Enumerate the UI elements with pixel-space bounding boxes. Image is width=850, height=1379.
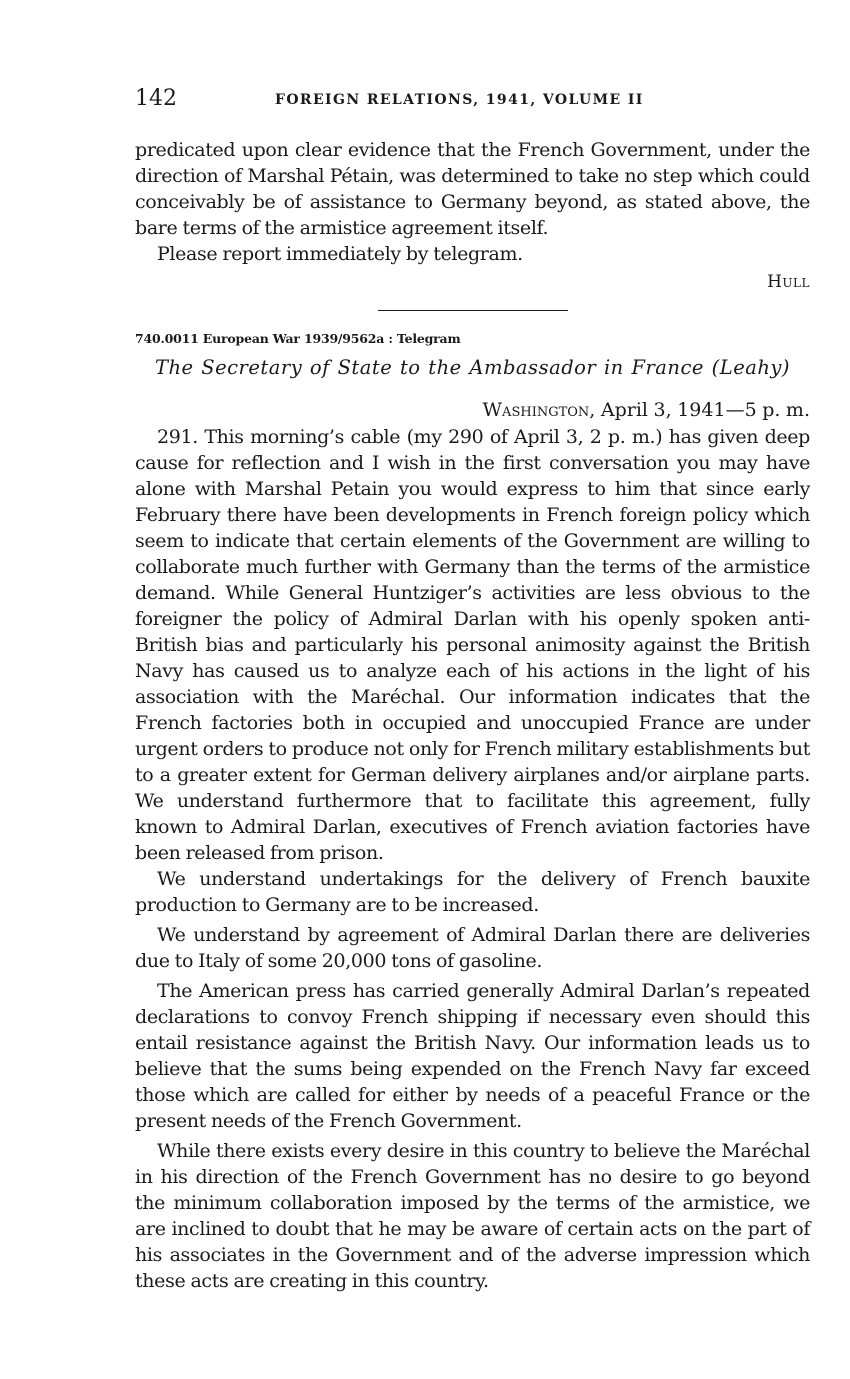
telegram-paragraph: We understand by agreement of Admiral Darlan there are deliveries due to Italy of some 20,000 tons of gasoline. <box>135 924 810 972</box>
page-body <box>135 137 810 1294</box>
report-request: Please report immediately by telegram. <box>157 243 523 265</box>
continued-paragraph: predicated upon clear evidence that the French Government, under the direction of Marshal Pétain, was determined to take no step which could conceivably be of assistance to Germany beyond, as stated above, the bare terms of the armistice agreement itself. <box>135 139 810 239</box>
page-header <box>135 86 810 116</box>
telegram-paragraph: 291. This morning’s cable (my 290 of April 3, 2 p. m.) has given deep cause for reflection and I wish in the first conversation you may have alone with Marshal Petain you would express to him that since early February there have been developments in French foreign policy which seem to indicate that certain elements of the Government are willing to collaborate much further with Germany than the terms of the armistice demand. While General Huntziger’s activities are less obvious to the foreigner the policy of Admiral Darlan with his openly spoken anti-British bias and particularly his personal animosity against the British Navy has caused us to analyze each of his actions in the light of his association with the Maréchal. Our information indicates that the French factories both in occupied and unoccupied France are under urgent orders to produce not only for French military establishments but to a greater extent for German delivery airplanes and/or airplane parts. We understand furthermore that to facilitate this agreement, fully known to Admiral Darlan, executives of French aviation factories have been released from prison. <box>135 426 810 864</box>
running-head: FOREIGN RELATIONS, 1941, VOLUME II <box>275 92 644 108</box>
dateline <box>135 396 810 424</box>
signature-hull: Hull <box>767 272 810 292</box>
file-reference: 740.0011 European War 1939/9562a : Telegram <box>135 331 461 346</box>
dateline-place: Washington, <box>482 399 596 421</box>
document-heading: The Secretary of State to the Ambassador in France (Leahy) <box>154 356 791 379</box>
dateline-time: April 3, 1941—5 p. m. <box>595 399 810 421</box>
telegram-paragraph: We understand undertakings for the delivery of French bauxite production to Germany are to be increased. <box>135 868 810 916</box>
telegram-paragraph: While there exists every desire in this country to believe the Maréchal in his direction of the French Government has no desire to go beyond the minimum collaboration imposed by the terms of the armistice, we are inclined to doubt that he may be aware of certain acts on the part of his associates in the Government and of the adverse impression which these acts are creating in this country. <box>135 1140 810 1292</box>
section-divider <box>378 310 568 311</box>
page-number: 142 <box>135 86 177 111</box>
telegram-paragraph: The American press has carried generally Admiral Darlan’s repeated declarations to convoy French shipping if necessary even should this entail resistance against the British Navy. Our information leads us to believe that the sums being expended on the French Navy far exceed those which are called for either by needs of a peaceful France or the present needs of the French Government. <box>135 980 810 1132</box>
